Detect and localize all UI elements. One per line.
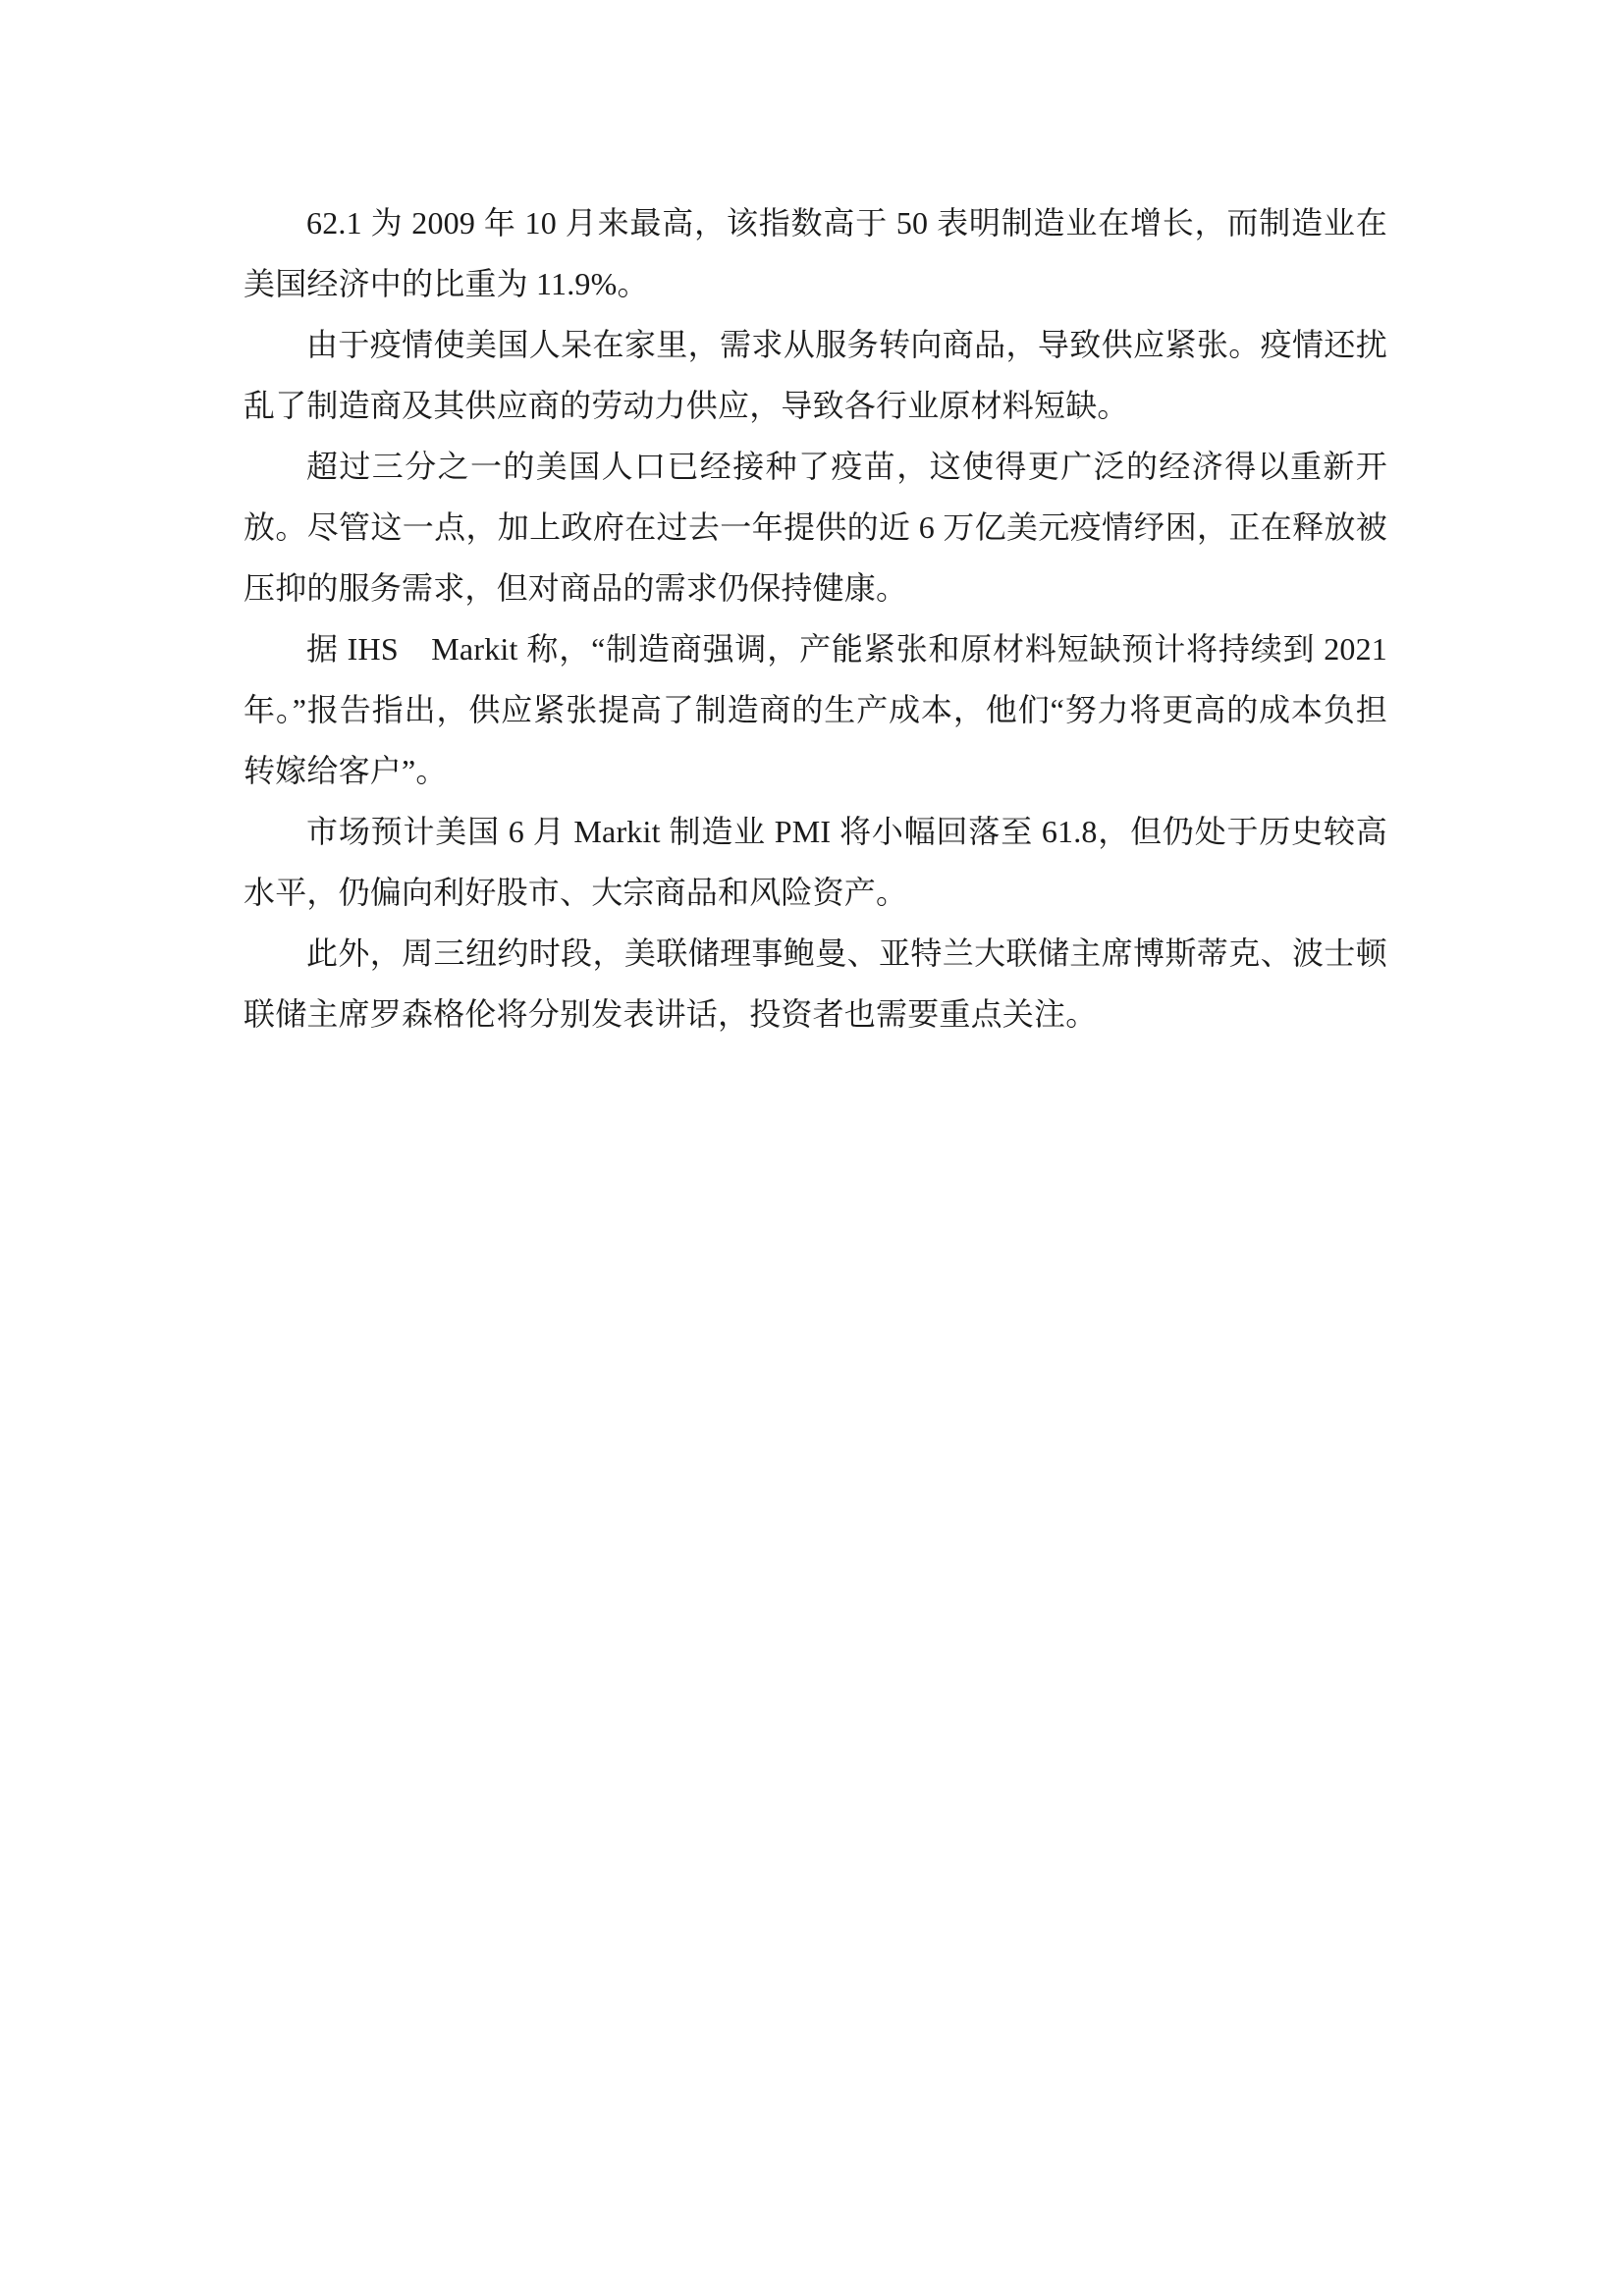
paragraph: 由于疫情使美国人呆在家里，需求从服务转向商品，导致供应紧张。疫情还扰乱了制造商及其供应商的劳动力供应，导致各行业原材料短缺。 bbox=[244, 327, 1387, 423]
paragraph: 据 IHS Markit 称，“制造商强调，产能紧张和原材料短缺预计将持续到 2021 年。”报告指出，供应紧张提高了制造商的生产成本，他们“努力将更高的成本负担转嫁给客户”。 bbox=[244, 631, 1387, 788]
paragraph: 超过三分之一的美国人口已经接种了疫苗，这使得更广泛的经济得以重新开放。尽管这一点，加上政府在过去一年提供的近 6 万亿美元疫情纾困，正在释放被压抑的服务需求，但对商品的需求仍保持健康。 bbox=[244, 449, 1387, 606]
document-body bbox=[244, 192, 1387, 1044]
paragraph: 62.1 为 2009 年 10 月来最高，该指数高于 50 表明制造业在增长，而制造业在美国经济中的比重为 11.9%。 bbox=[244, 205, 1387, 301]
paragraph: 市场预计美国 6 月 Markit 制造业 PMI 将小幅回落至 61.8，但仍处于历史较高水平，仍偏向利好股市、大宗商品和风险资产。 bbox=[244, 814, 1387, 910]
paragraph: 此外，周三纽约时段，美联储理事鲍曼、亚特兰大联储主席博斯蒂克、波士顿联储主席罗森格伦将分别发表讲话，投资者也需要重点关注。 bbox=[244, 935, 1387, 1032]
